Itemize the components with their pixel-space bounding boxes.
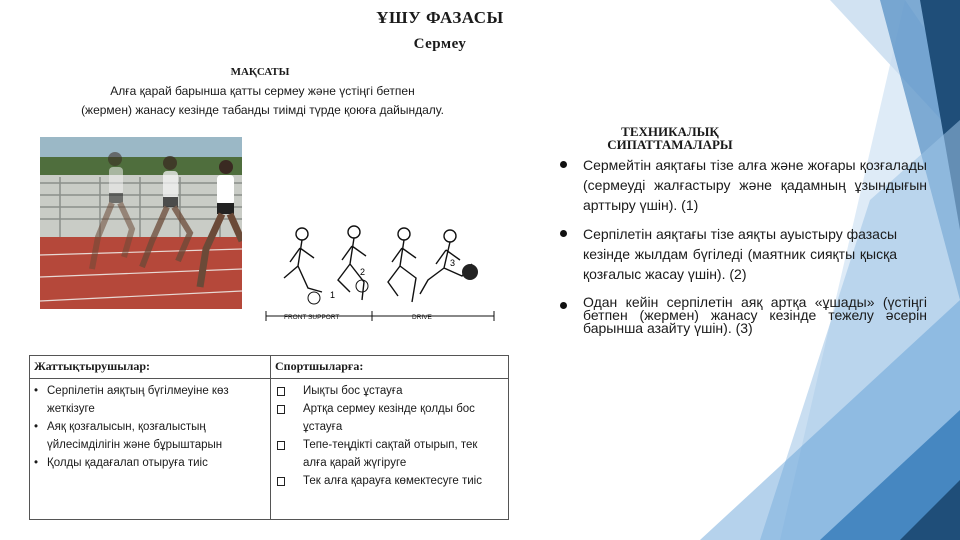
- checkbox-bullet-icon: [277, 405, 285, 414]
- technical-item-text: Одан кейін серпілетін аяқ артқа «ұшады» (үстіңгі бетпен (жермен) жанасу кезінде тежелу әсерін барынша азайту үшін). (3): [583, 294, 927, 336]
- coach-item-text: Аяқ қозғалысын, қозғалыстың үйлесімділігін және бұрыштарын: [47, 421, 223, 451]
- bullet-icon: •: [34, 385, 39, 397]
- list-item: [275, 472, 504, 490]
- bullet-icon: [560, 161, 567, 168]
- list-item: [34, 454, 266, 472]
- athlete-item-text: Артқа сермеу кезінде қолды бос ұстауға: [303, 403, 475, 433]
- athlete-item-text: Тек алға қарауға көмектесуге тиіс: [303, 475, 482, 487]
- slide-title: ҰШУ ФАЗАСЫ: [376, 8, 504, 27]
- table-header-athletes: Спортшыларға:: [271, 356, 509, 379]
- technical-heading: [575, 125, 765, 151]
- technical-heading-line-2: СИПАТТАМАЛАРЫ: [607, 137, 733, 152]
- diagram-label-2: 2: [360, 267, 366, 277]
- list-item: [275, 436, 504, 472]
- guidance-table: [29, 355, 509, 520]
- athlete-item-text: Иықты бос ұстауға: [303, 385, 403, 397]
- technical-heading-line-1: ТЕХНИКАЛЫҚ: [621, 124, 719, 139]
- list-item: [555, 155, 927, 215]
- list-item: [275, 400, 504, 436]
- technical-item-text: Сермейтін аяқтағы тізе алға және жоғары қозғалады (сермеуді жалғастыру және қадамның ұзындығын арттыру үшін). (1): [583, 157, 927, 213]
- stride-diagram: [262, 222, 500, 326]
- goal-line-1: Алға қарай барынша қатты сермеу және үстіңгі бетпен: [110, 84, 415, 98]
- diagram-caption-front-support: FRONT SUPPORT: [284, 314, 340, 321]
- bullet-icon: [560, 302, 567, 309]
- bullet-icon: [560, 230, 567, 237]
- table-header-coaches: Жаттықтырушылар:: [30, 356, 271, 379]
- technical-list: [555, 155, 927, 335]
- goal-heading: МАҚСАТЫ: [230, 66, 290, 78]
- athlete-item-text: Тепе-теңдікті сақтай отырып, тек алға қарай жүгіруге: [303, 439, 478, 469]
- coach-item-text: Қолды қадағалап отыруға тиіс: [47, 457, 208, 469]
- diagram-label-1: 1: [330, 290, 336, 300]
- technical-item-text: Серпілетін аяқтағы тізе аяқты ауыстыру фазасы кезінде жылдам бүгіледі (маятник сияқты қысқа қозғалыс жасау үшін). (2): [583, 226, 898, 282]
- goal-line-2: (жермен) жанасу кезінде табанды тиімді түрде қоюға дайындалу.: [81, 103, 444, 117]
- bullet-icon: •: [34, 421, 39, 433]
- list-item: [555, 296, 927, 335]
- coaches-cell: [30, 379, 271, 520]
- checkbox-bullet-icon: [277, 441, 285, 450]
- diagram-label-3: 3: [450, 258, 456, 268]
- list-item: [275, 382, 504, 400]
- checkbox-bullet-icon: [277, 477, 285, 486]
- coach-item-text: Серпілетін аяқтың бүгілмеуіне көз жеткізуге: [47, 385, 229, 415]
- sprinter-photo: [40, 137, 242, 309]
- diagram-caption-drive: DRIVE: [412, 314, 432, 321]
- bullet-icon: •: [34, 457, 39, 469]
- checkbox-bullet-icon: [277, 387, 285, 396]
- list-item: [34, 418, 266, 454]
- list-item: [34, 382, 266, 418]
- list-item: [555, 224, 927, 284]
- goal-text: [20, 82, 505, 120]
- athletes-cell: [271, 379, 509, 520]
- slide-subtitle: Сермеу: [413, 36, 467, 52]
